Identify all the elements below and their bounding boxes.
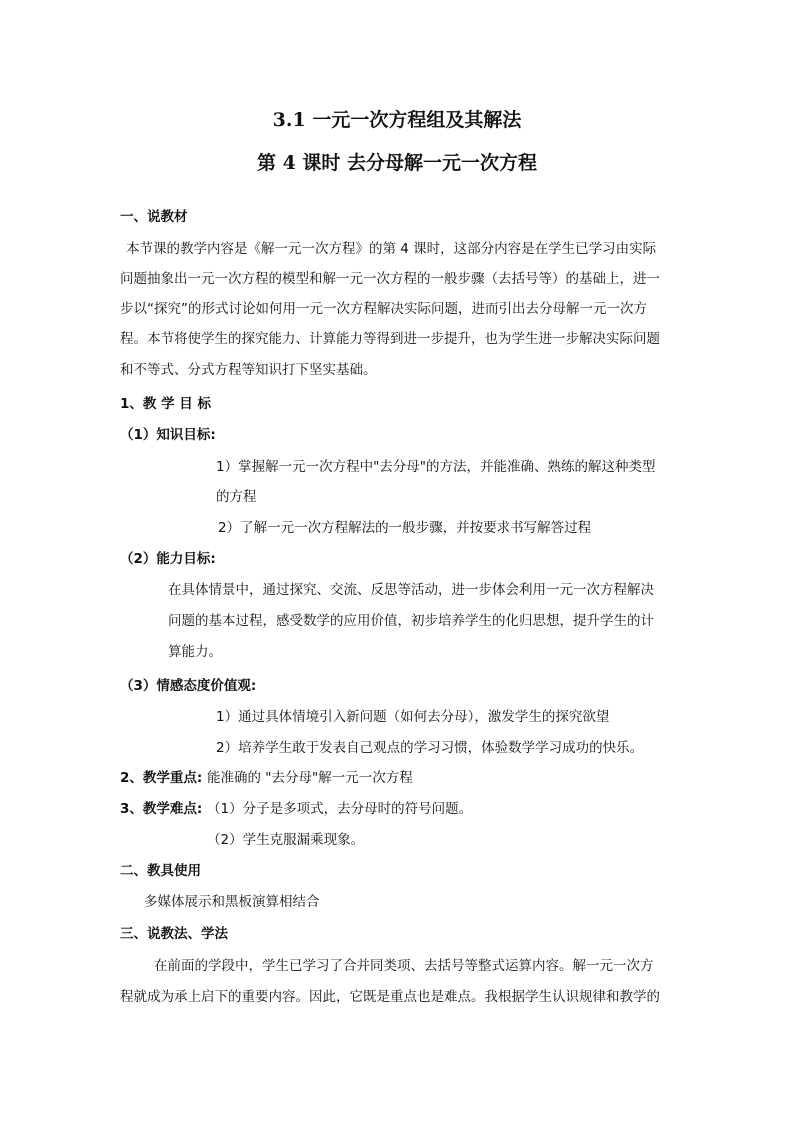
document-subtitle: 第 4 课时 去分母解一元一次方程 — [256, 152, 538, 174]
difficulty-item-1: （1）分子是多项式，去分母时的符号问题。 — [207, 801, 473, 817]
paragraph-line: 和不等式、分式方程等知识打下坚实基础。 — [120, 362, 377, 378]
ability-line: 问题的基本过程，感受数学的应用价值，初步培养学生的化归思想，提升学生的计 — [168, 613, 654, 629]
knowledge-item-2: 2）了解一元一次方程解法的一般步骤，并按要求书写解答过程 — [218, 520, 592, 536]
emotion-item-1: 1）通过具体情境引入新问题（如何去分母），激发学生的探究欲望 — [216, 709, 610, 725]
tools-text: 多媒体展示和黑板演算相结合 — [144, 894, 320, 910]
knowledge-item-1-line-2: 的方程 — [216, 489, 257, 505]
difficulty-item-2: （2）学生克服漏乘现象。 — [207, 832, 365, 848]
difficulty-label: 3、教学难点: — [120, 801, 203, 817]
key-point-label: 2、教学重点: — [120, 770, 203, 786]
ability-line: 算能力。 — [168, 644, 222, 660]
emotion-heading: （3）情感态度价值观: — [120, 678, 257, 694]
section-heading-3: 三、说教法、学法 — [120, 926, 228, 942]
knowledge-item-1-line-1: 1）掌握解一元一次方程中"去分母"的方法，并能准确、熟练的解这种类型 — [216, 459, 656, 475]
paragraph-line: 问题抽象出一元一次方程的模型和解一元一次方程的一般步骤（去括号等）的基础上，进一 — [120, 271, 660, 287]
section-heading-1: 一、说教材 — [120, 209, 188, 225]
paragraph-line: 步以“探究”的形式讨论如何用一元一次方程解决实际问题，进而引出去分母解一元一次方 — [120, 301, 647, 317]
paragraph-line: 在前面的学段中，学生已学习了合并同类项、去括号等整式运算内容。解一元一次方 — [154, 958, 654, 974]
paragraph-line: 程。本节将使学生的探究能力、计算能力等得到进一步提升，也为学生进一步解决实际问题 — [120, 331, 660, 347]
document-title: 3.1 一元一次方程组及其解法 — [272, 109, 522, 131]
ability-heading: （2）能力目标: — [120, 551, 216, 567]
section-heading-2: 二、教具使用 — [120, 863, 201, 879]
key-point-text: 能准确的 "去分母"解一元一次方程 — [207, 770, 413, 786]
ability-line: 在具体情景中，通过探究、交流、反思等活动，进一步体会利用一元一次方程解决 — [168, 582, 654, 598]
paragraph-line: 程就成为承上启下的重要内容。因此，它既是重点也是难点。我根据学生认识规律和教学的 — [120, 989, 660, 1005]
objectives-heading: 1、教 学 目 标 — [120, 396, 211, 412]
emotion-item-2: 2）培养学生敢于发表自己观点的学习习惯，体验数学学习成功的快乐。 — [216, 740, 644, 756]
knowledge-heading: （1）知识目标: — [120, 427, 216, 443]
paragraph-line: 本节课的教学内容是《解一元一次方程》的第 4 课时，这部分内容是在学生已学习由实际 — [126, 241, 657, 257]
